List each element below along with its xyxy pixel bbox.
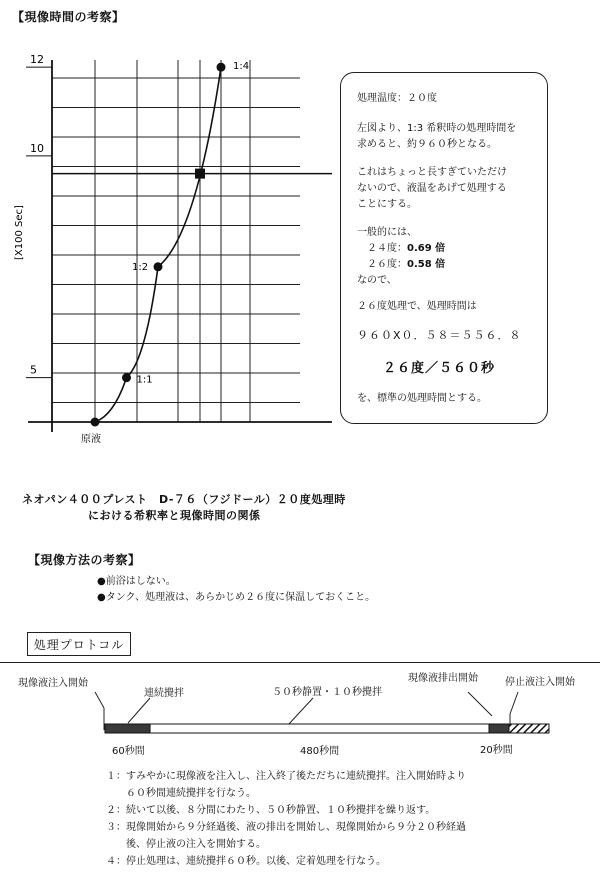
step-line-6: ４：停止処理は、連続攪拌６０秒。以後、定着処理を行なう。	[106, 856, 386, 867]
note-para2-line1: これはちょっと長すぎていただけ	[357, 167, 507, 178]
point-label: 1:1	[136, 374, 153, 386]
chart-series	[91, 63, 226, 427]
label-developer-drain-start: 現像液排出開始	[408, 673, 478, 684]
label-continuous-agitation: 連続攪拌	[144, 688, 184, 699]
note-result: ２６度／５６０秒	[383, 361, 496, 376]
note-calculation: ９６０X０．５８＝５５６．８	[357, 329, 522, 342]
protocol-timeline	[0, 690, 600, 740]
duration-60s: 60秒間	[112, 746, 145, 757]
data-point	[217, 63, 226, 72]
segment-cycle-480s	[150, 724, 489, 733]
note-factor-26: ２６度：0.58 倍	[367, 259, 446, 270]
note-para1-line2: 求めると、約９６０秒となる。	[357, 139, 497, 150]
cycle-leader	[288, 698, 313, 725]
label-rest-agitate-cycle: ５０秒静置・１０秒攪拌	[272, 687, 382, 698]
note-so: なので、	[357, 275, 397, 286]
y-tick-label: 12	[30, 53, 44, 67]
data-point	[154, 262, 163, 271]
note-temperature: 処理温度：２０度	[357, 93, 437, 104]
point-label: 1:4	[233, 61, 250, 73]
chart-caption-line-2: における希釈率と現像時間の関係	[88, 509, 261, 522]
data-point	[122, 373, 131, 382]
step-line-4: ３：現像開始から９分経過後、液の排出を開始し、現像開始から９分２０秒経過	[106, 822, 466, 833]
protocol-steps	[106, 768, 466, 870]
dilution-time-chart	[0, 30, 340, 460]
y-tick-label: 5	[30, 363, 37, 377]
analysis-note-box	[340, 72, 548, 424]
step-line-2: ６０秒間連続攪拌を行なう。	[106, 788, 256, 799]
point-label: 1:2	[132, 261, 149, 273]
section-title-development-method: 【現像方法の考察】	[28, 553, 141, 567]
section-title-development-time: 【現像時間の考察】	[12, 10, 125, 24]
segment-drain-20s	[489, 724, 509, 733]
method-bullet-1: ●前浴はしない。	[97, 576, 176, 587]
duration-20s: 20秒間	[480, 745, 513, 756]
chart-caption-line-1: ネオパン４００プレスト D-７６（フジドール）２０度処理時	[22, 493, 346, 506]
marked-point-square	[195, 169, 205, 179]
note-factor-24: ２４度：0.69 倍	[367, 243, 446, 254]
segment-continuous-60s	[105, 724, 150, 733]
duration-480s: 480秒間	[300, 746, 340, 757]
stop-leader	[510, 692, 518, 714]
y-tick-label: 10	[30, 141, 44, 155]
note-process-26: ２６度処理で、処理時間は	[357, 301, 477, 312]
series-line	[95, 67, 221, 422]
data-point	[91, 418, 100, 427]
step-line-3: ２：続いて以後、８分間にわたり、５０秒静置、１０秒攪拌を繰り返す。	[106, 805, 436, 816]
method-bullet-2: ●タンク、処理液は、あらかじめ２６度に保温しておくこと。	[97, 592, 376, 603]
label-developer-fill-start: 現像液注入開始	[18, 678, 88, 689]
label-stop-bath-start: 停止液注入開始	[505, 677, 575, 688]
protocol-divider	[0, 662, 600, 663]
note-standard: を、標準の処理時間とする。	[357, 393, 487, 404]
point-label: 原液	[81, 434, 101, 445]
step-line-1: １：すみやかに現像液を注入し、注入終了後ただちに連続攪拌。注入開始時より	[106, 771, 466, 782]
chart-grid	[52, 60, 332, 422]
chart-axes	[26, 60, 332, 432]
note-para2-line2: ないので、液温をあげて処理する	[357, 183, 507, 194]
drain-leader	[468, 692, 492, 716]
protocol-title: 処理プロトコル	[27, 632, 131, 656]
note-generally: 一般的には、	[357, 227, 417, 238]
step-line-5: 後、停止液の注入を開始する。	[106, 839, 266, 850]
continuous-leader	[128, 698, 150, 723]
note-para1-line1: 左図より、1:3 希釈時の処理時間を	[357, 123, 517, 134]
segment-stop-bath	[509, 724, 549, 733]
note-para2-line3: ことにする。	[357, 199, 417, 210]
y-axis-label: [X100 Sec]	[14, 205, 25, 260]
